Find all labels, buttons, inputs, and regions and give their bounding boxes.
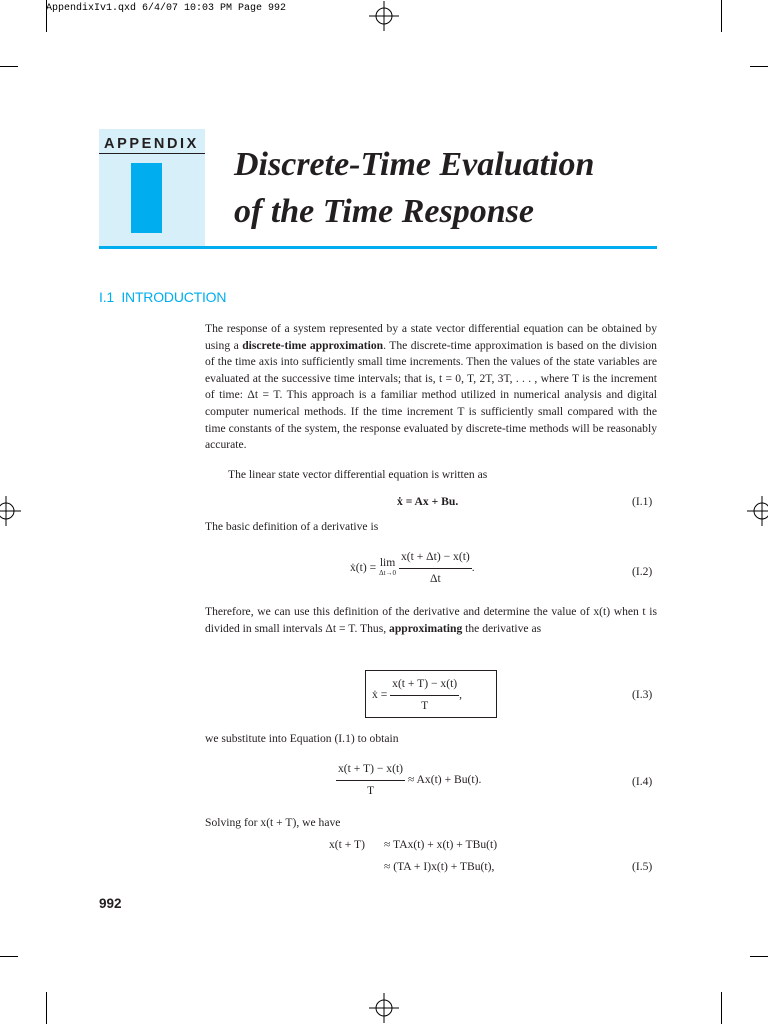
- page-number: 992: [99, 896, 122, 911]
- fraction: [399, 549, 472, 587]
- denominator: T: [366, 783, 375, 797]
- equation-number: (I.3): [632, 688, 653, 701]
- fraction: [336, 761, 405, 799]
- eq-lhs: ẋ(t) =: [350, 560, 377, 574]
- section-number: I.1: [99, 289, 114, 305]
- equation-5-line2-rhs: ≈ (TA + I)x(t) + TBu(t),: [384, 860, 495, 873]
- fraction: [390, 676, 459, 714]
- bold-term: discrete-time approximation: [242, 338, 384, 352]
- paragraph-substitute: we substitute into Equation (I.1) to obtain: [205, 732, 399, 745]
- title-rule: [99, 246, 657, 249]
- chapter-title-line1: Discrete-Time Evaluation: [234, 146, 595, 183]
- eq-rhs: ≈ Ax(t) + Bu(t).: [407, 772, 482, 786]
- equation-5-line1-lhs: x(t + T): [329, 838, 365, 851]
- paragraph-approx: [205, 604, 657, 637]
- equation-number: (I.2): [632, 565, 653, 578]
- equation-number: (I.5): [632, 860, 653, 873]
- crop-mark: [750, 956, 768, 957]
- appendix-label: APPENDIX: [104, 136, 199, 152]
- denominator: Δt: [430, 571, 441, 585]
- section-title: INTRODUCTION: [121, 289, 227, 305]
- numerator: x(t + Δt) − x(t): [399, 549, 472, 569]
- paragraph-linear-eq: The linear state vector differential equation is written as: [228, 468, 488, 481]
- eq-tail: .: [471, 560, 475, 574]
- numerator: x(t + T) − x(t): [390, 676, 459, 696]
- crop-mark: [721, 992, 722, 1024]
- paragraph-derivative: The basic definition of a derivative is: [205, 520, 379, 533]
- numerator: x(t + T) − x(t): [336, 761, 405, 781]
- crop-mark: [46, 992, 47, 1024]
- bold-term: approximating: [389, 621, 463, 635]
- file-slug: AppendixIv1.qxd 6/4/07 10:03 PM Page 992: [46, 3, 287, 14]
- lim-text: lim: [379, 556, 396, 570]
- equation-1: ẋ = Ax + Bu.: [397, 495, 459, 508]
- paragraph-solving: Solving for x(t + T), we have: [205, 816, 341, 829]
- paragraph-intro: [205, 321, 657, 454]
- paragraph-text: The response of a system represented by a state vector differential equation can be obtained by using a: [205, 322, 657, 352]
- registration-mark-icon: [369, 1, 399, 31]
- appendix-divider: [99, 153, 205, 154]
- eq-lhs: ẋ =: [372, 687, 388, 701]
- registration-mark-icon: [0, 496, 21, 526]
- eq-tail: ,: [459, 687, 463, 701]
- crop-mark: [0, 956, 18, 957]
- chapter-title-line2: of the Time Response: [234, 193, 534, 230]
- section-heading: [99, 289, 226, 305]
- paragraph-text: the derivative as: [462, 621, 542, 635]
- equation-3: [372, 676, 462, 714]
- appendix-letter-glyph: [131, 163, 162, 233]
- crop-mark: [721, 0, 722, 32]
- chapter-title: [234, 141, 594, 235]
- paragraph-text: Therefore, we can use this definition of the derivative and determine the value of x(t) when t is divided in small intervals Δt = T. Thus,: [205, 605, 657, 635]
- equation-number: (I.1): [632, 495, 653, 508]
- equation-number: (I.4): [632, 775, 653, 788]
- limit-operator: [379, 558, 396, 578]
- lim-subscript: Δt→0: [379, 569, 397, 578]
- crop-mark: [0, 66, 18, 67]
- equation-4: [336, 761, 481, 799]
- crop-mark: [750, 66, 768, 67]
- paragraph-text: . The discrete-time approximation is based on the division of the time axis into sufficiently small time increments. Then the values of the state variables are evaluated at the successive time intervals; that is, t = 0, T, 2T, 3T, . . . , where T is the increment of time: Δt = T. This approach is a familiar method utilized in numerical analysis and digital computer numerical methods. If the time increment T is sufficiently small compared with the time constants of the system, the response evaluated by discrete-time methods will be reasonably accurate.: [205, 338, 657, 452]
- registration-mark-icon: [369, 993, 399, 1023]
- equation-2: [350, 549, 475, 587]
- equation-5-line1-rhs: ≈ TAx(t) + x(t) + TBu(t): [384, 838, 498, 851]
- registration-mark-icon: [747, 496, 768, 526]
- denominator: T: [421, 698, 429, 712]
